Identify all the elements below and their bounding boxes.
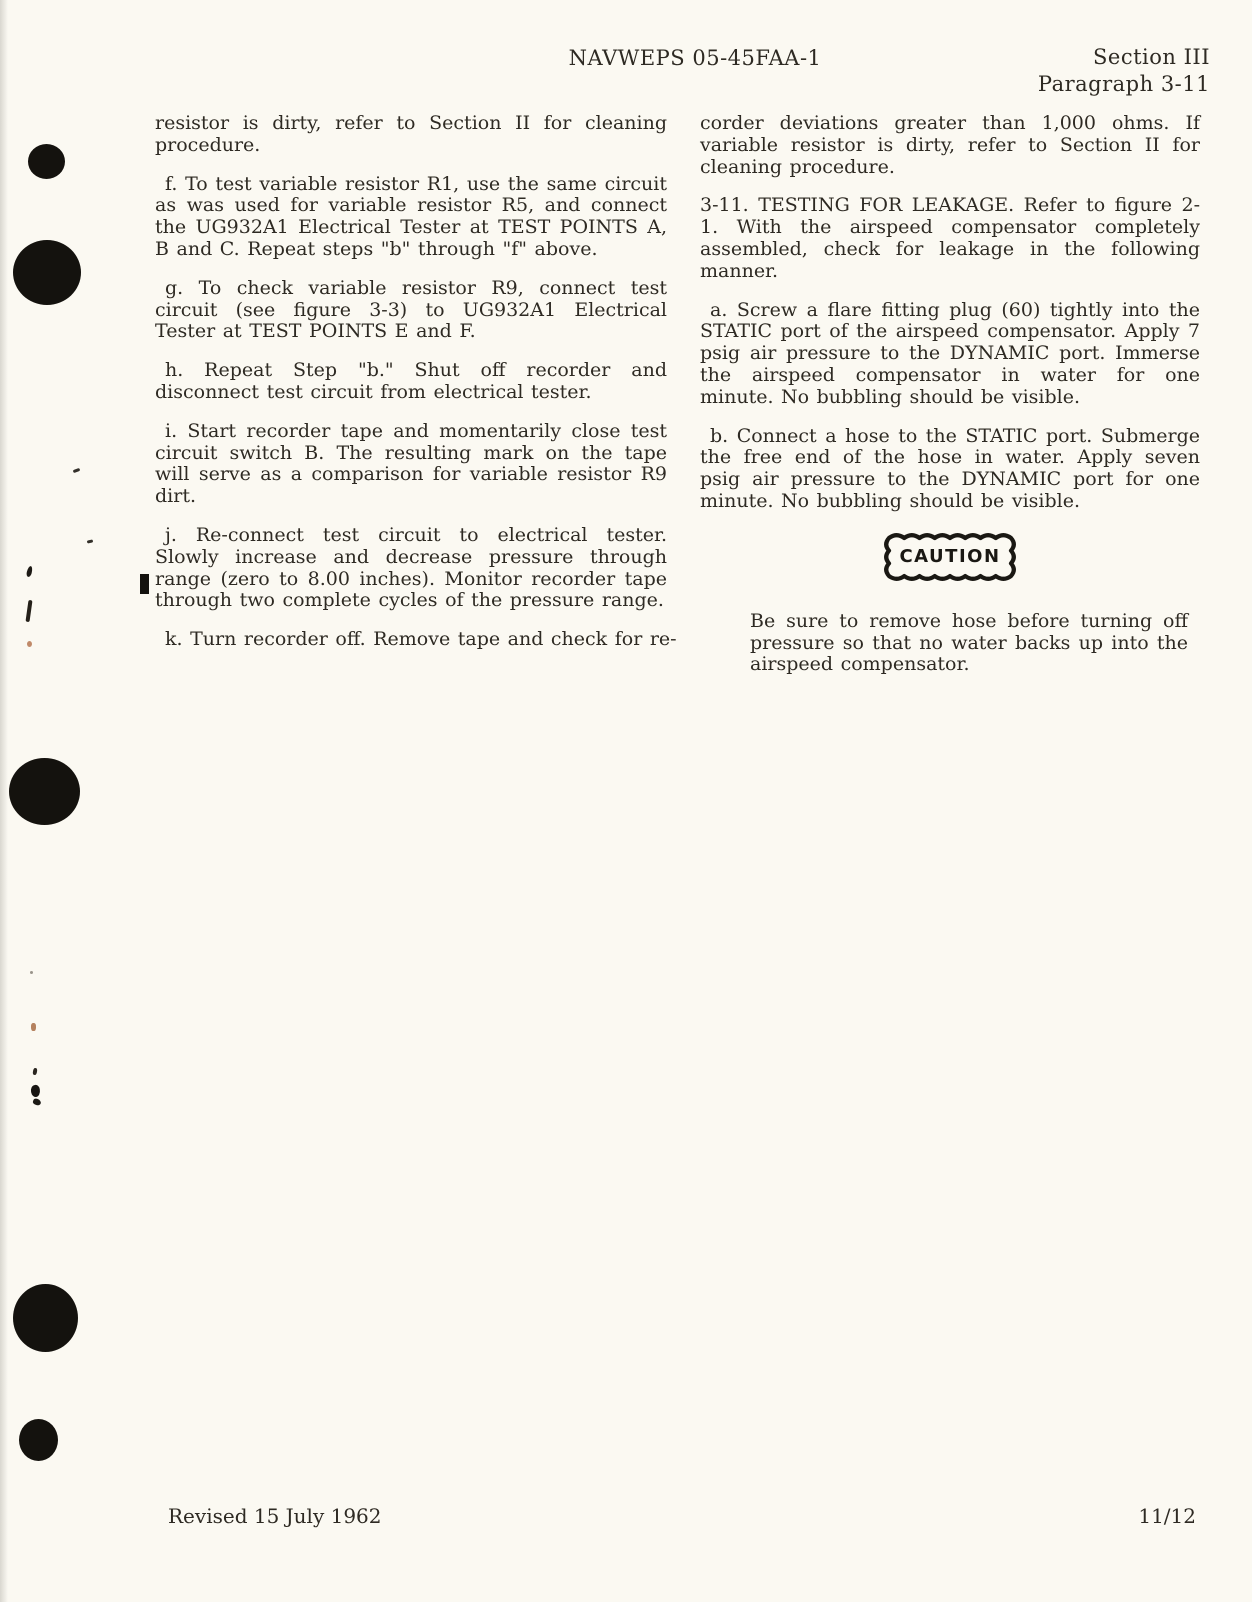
scan-speck	[27, 641, 32, 647]
scan-speck	[32, 1068, 37, 1076]
page-number: 11/12	[1138, 1504, 1196, 1528]
hole-punch-mark	[9, 758, 80, 825]
caution-body-text: Be sure to remove hose before turning off pressure so that no water backs up into the airspeed compensator.	[750, 609, 1188, 676]
paragraph-3-11-heading: 3-11. TESTING FOR LEAKAGE. Refer to figure 2-1. With the airspeed compensator completely assembled, check for leakage in the following manner.	[700, 194, 1200, 282]
scan-speck	[30, 971, 33, 974]
paragraph-step-k: k. Turn recorder off. Remove tape and check for re-	[165, 628, 677, 651]
revision-date: Revised 15 July 1962	[168, 1504, 382, 1528]
caution-stamp-container	[700, 529, 1200, 585]
caution-stamp	[879, 529, 1021, 585]
paragraph-continuation-right: corder deviations greater than 1,000 ohms. If variable resistor is dirty, refer to Section II for cleaning procedure.	[700, 112, 1200, 178]
caution-label: CAUTION	[899, 546, 1001, 568]
page-edge-shading	[0, 0, 8, 1602]
scan-speck	[25, 600, 32, 622]
section-label: Section III	[1093, 45, 1210, 69]
scan-speck	[26, 566, 34, 578]
section-reference	[1038, 44, 1210, 98]
paragraph-step-i: i. Start recorder tape and momentarily close test circuit switch B. The resulting mark on the tape will serve as a comparison for variable resistor R9 dirt.	[155, 419, 667, 508]
paragraph-continuation: resistor is dirty, refer to Section II for cleaning procedure.	[155, 112, 667, 156]
left-column	[155, 112, 677, 651]
paragraph-step-b: b. Connect a hose to the STATIC port. Submerge the free end of the hose in water. Apply seven psig air pressure to the DYNAMIC port for one minute. No bubbling should be visible.	[700, 424, 1200, 512]
doc-number: NAVWEPS 05-45FAA-1	[568, 46, 822, 70]
paragraph-step-f: f. To test variable resistor R1, use the same circuit as was used for variable resistor R5, and connect the UG932A1 Electrical Tester at TEST POINTS A, B and C. Repeat steps "b" through "f" above.	[155, 172, 667, 260]
scan-speck	[73, 468, 81, 473]
right-column	[700, 113, 1200, 676]
paragraph-step-j: j. Re-connect test circuit to electrical tester. Slowly increase and decrease pressure through range (zero to 8.00 inches). Monitor recorder tape through two complete cycles of the pressure range.	[155, 523, 667, 612]
hole-punch-mark	[13, 1284, 78, 1352]
hole-punch-mark	[13, 240, 81, 305]
scan-speck	[32, 1098, 42, 1106]
scan-speck	[31, 1023, 36, 1031]
hole-punch-mark	[19, 1419, 58, 1461]
scan-speck	[87, 539, 93, 543]
scan-speck	[30, 1084, 41, 1097]
paragraph-step-g: g. To check variable resistor R9, connect test circuit (see figure 3-3) to UG932A1 Electrical Tester at TEST POINTS E and F.	[155, 276, 667, 343]
revision-change-bar	[140, 574, 149, 594]
paragraph-step-a: a. Screw a flare fitting plug (60) tightly into the STATIC port of the airspeed compensator. Apply 7 psig air pressure to the DYNAMIC port. Immerse the airspeed compensator in water for one minute. No bubbling should be visible.	[700, 298, 1200, 408]
paragraph-ref-label: Paragraph 3-11	[1037, 72, 1210, 96]
hole-punch-mark	[28, 144, 65, 179]
paragraph-step-h: h. Repeat Step "b." Shut off recorder and disconnect test circuit from electrical tester.	[155, 359, 667, 403]
